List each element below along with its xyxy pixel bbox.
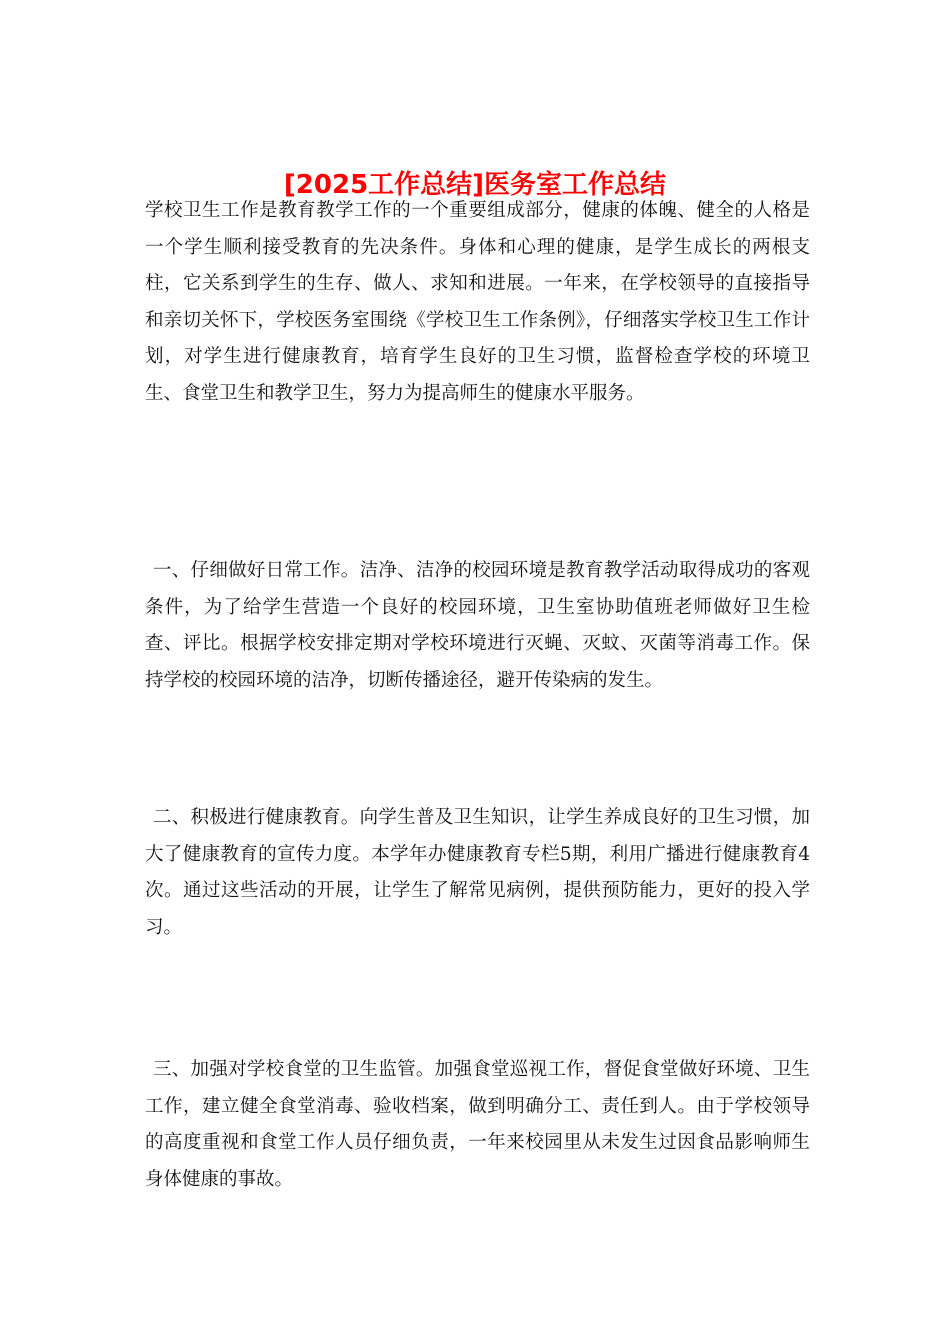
section-three-paragraph: 三、加强对学校食堂的卫生监管。加强食堂巡视工作，督促食堂做好环境、卫生工作，建立健全食堂消毒、验收档案，做到明确分工、责任到人。由于学校领导的高度重视和食堂工作人员仔细负责，一年来校园里从未发生过因食品影响师生身体健康的事故。 [145,1059,810,1190]
section-one-paragraph: 一、仔细做好日常工作。洁净、洁净的校园环境是教育教学活动取得成功的客观条件，为了给学生营造一个良好的校园环境，卫生室协助值班老师做好卫生检查、评比。根据学校安排定期对学校环境进行灭蝇、灭蚊、灭菌等消毒工作。保持学校的校园环境的洁净，切断传播途径，避开传染病的发生。 [145,560,810,691]
section-two-paragraph: 二、积极进行健康教育。向学生普及卫生知识，让学生养成良好的卫生习惯，加大了健康教育的宣传力度。本学年办健康教育专栏5期，利用广播进行健康教育4次。通过这些活动的开展，让学生了解常见病例，提供预防能力，更好的投入学习。 [145,807,810,938]
document-title: [2025工作总结]医务室工作总结 [283,170,667,201]
intro-paragraph: 学校卫生工作是教育教学工作的一个重要组成部分，健康的体魄、健全的人格是一个学生顺利接受教育的先决条件。身体和心理的健康，是学生成长的两根支柱，它关系到学生的生存、做人、求知和进展。一年来，在学校领导的直接指导和亲切关怀下，学校医务室围绕《学校卫生工作条例》，仔细落实学校卫生工作计划，对学生进行健康教育，培育学生良好的卫生习惯，监督检查学校的环境卫生、食堂卫生和教学卫生，努力为提高师生的健康水平服务。 [145,200,810,404]
